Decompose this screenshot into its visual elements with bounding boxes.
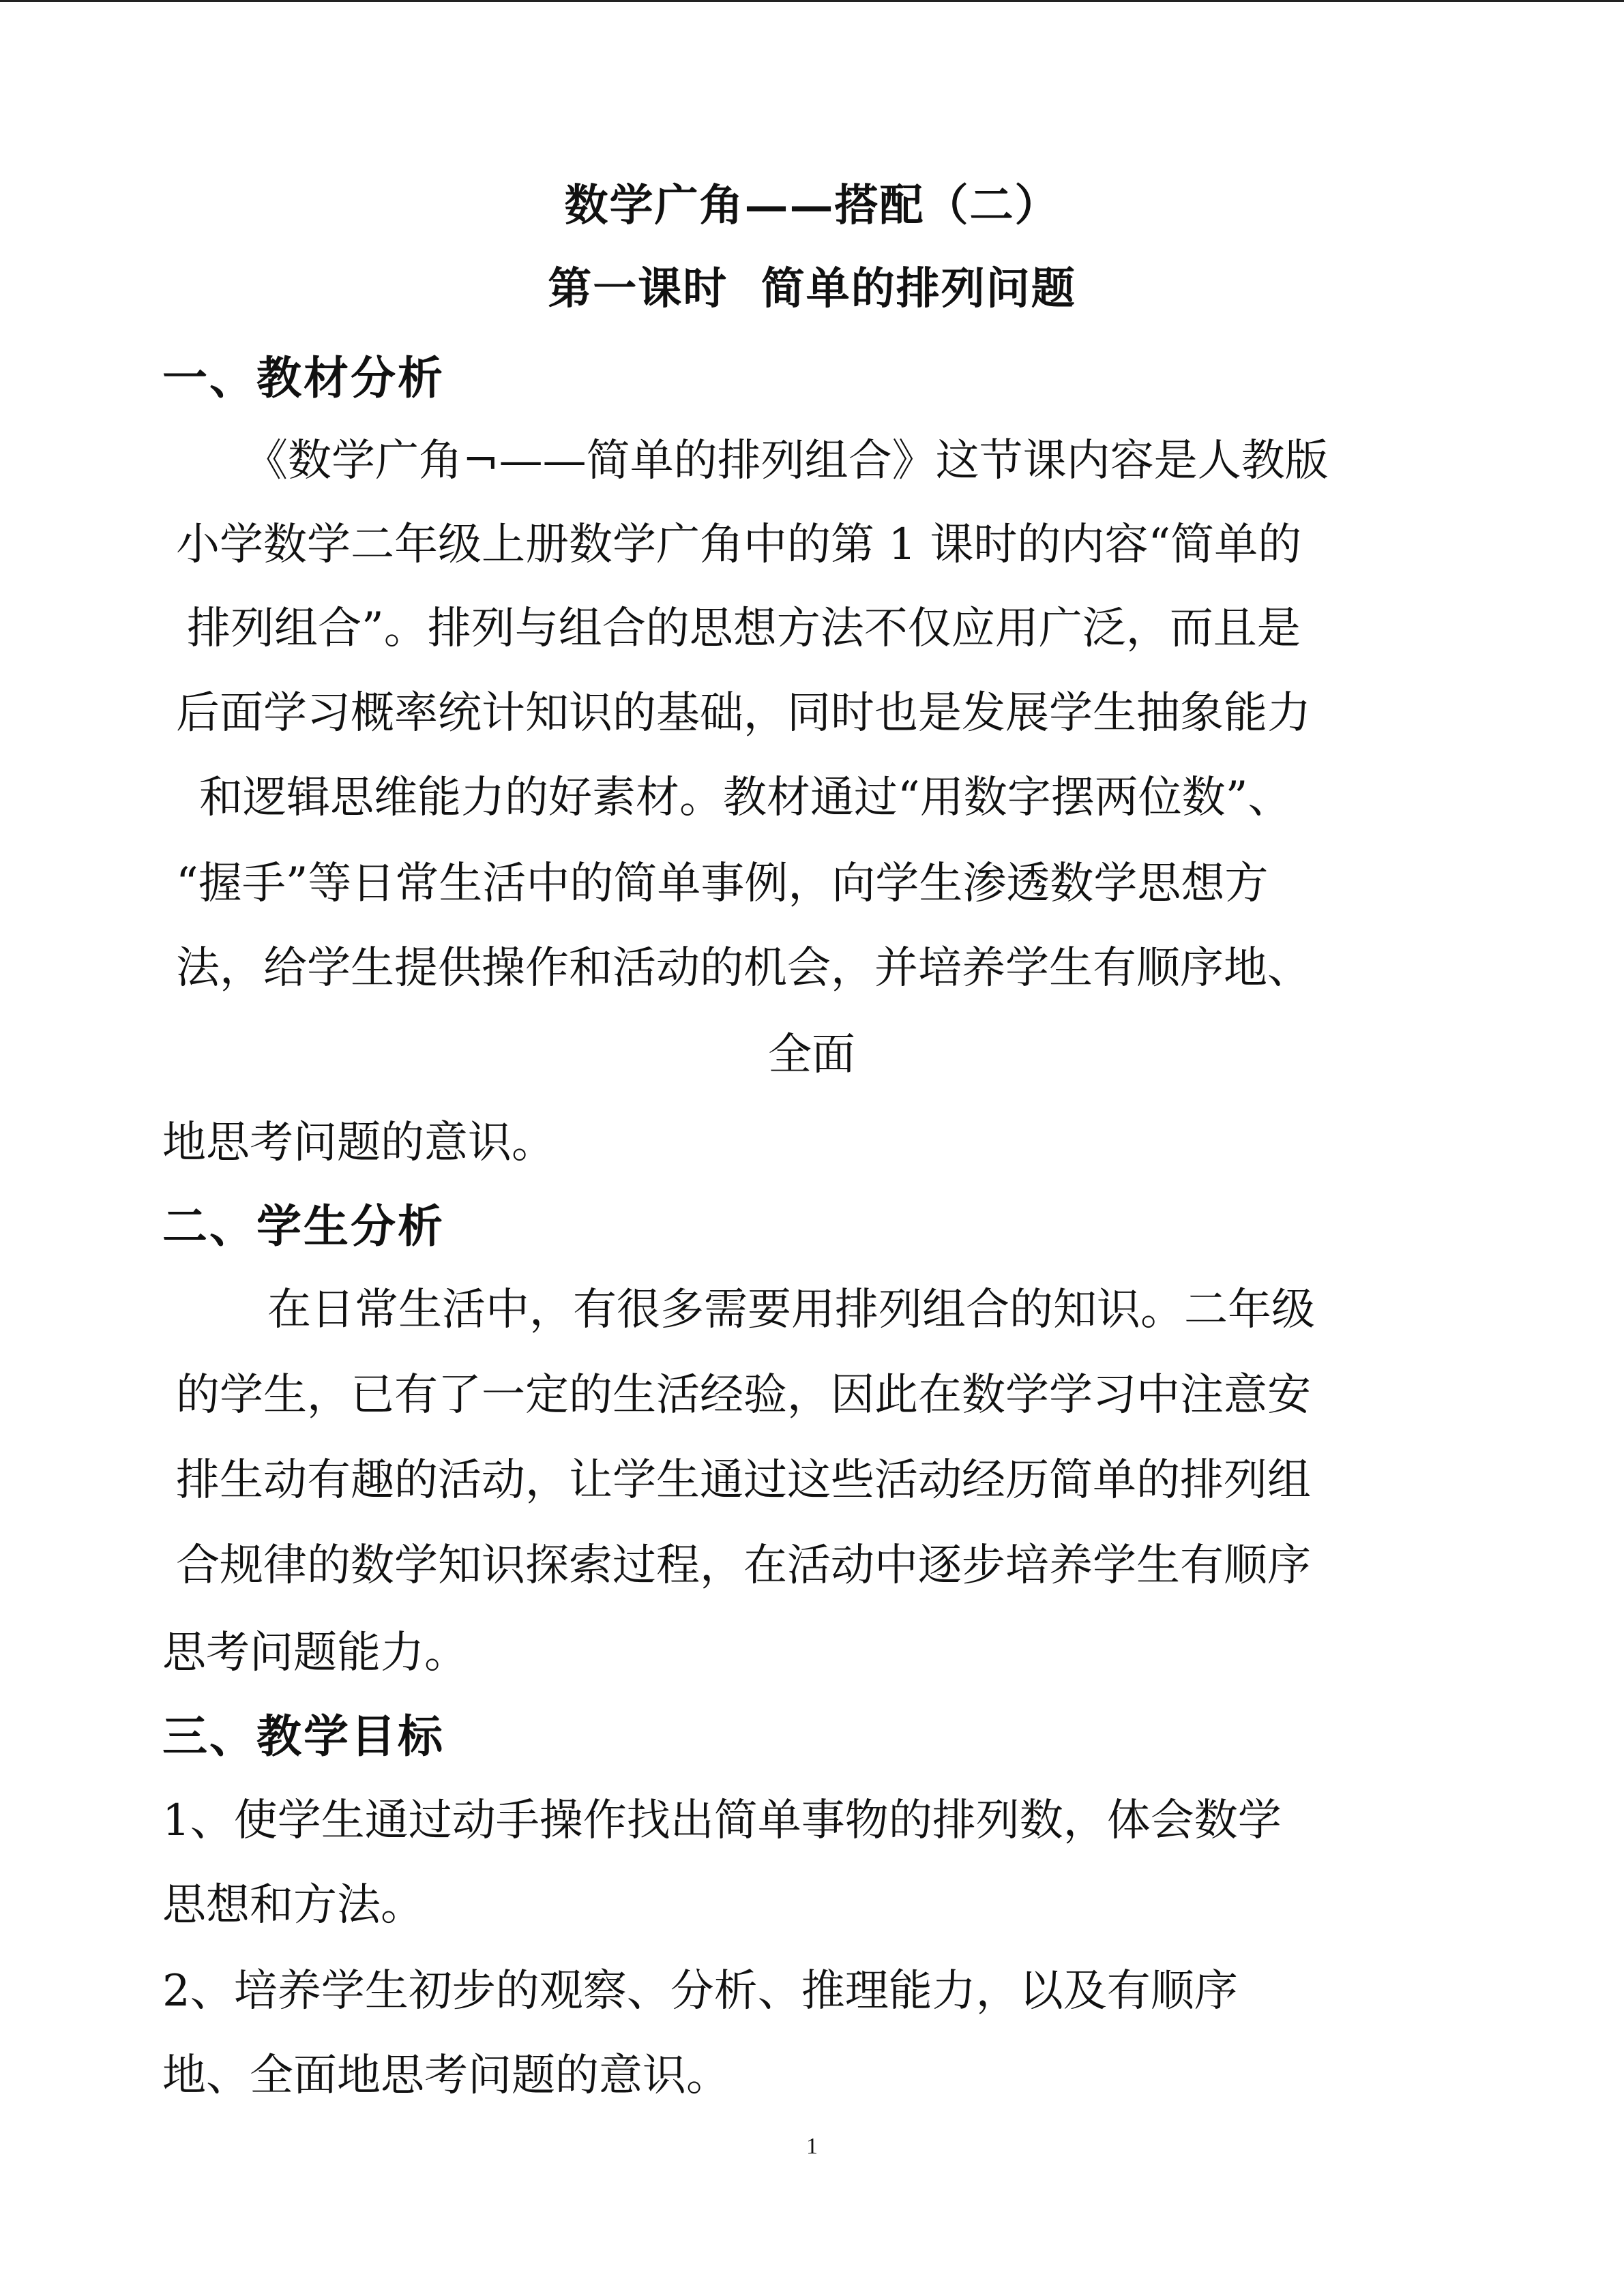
objective-line: 地、全面地思考问题的意识。 [162,2051,730,2101]
section-heading-objectives: 三、教学目标 [162,1710,445,1763]
page-number: 1 [806,2134,818,2159]
document-subtitle: 第一课时 简单的排列问题 [548,263,1076,314]
paragraph-line: 合规律的数学知识探索过程，在活动中逐步培养学生有顺序 [176,1540,1311,1591]
section-heading-students: 二、学生分析 [162,1199,445,1253]
paragraph-line: 地思考问题的意识。 [162,1118,555,1168]
objective-line: 思想和方法。 [162,1880,424,1930]
section-heading-materials: 一、教材分析 [162,351,445,404]
objective-line: 2、培养学生初步的观察、分析、推理能力，以及有顺序 [162,1966,1238,2016]
paragraph-line: 排生动有趣的活动，让学生通过这些活动经历简单的排列组 [176,1455,1311,1506]
paragraph-line: 后面学习概率统计知识的基础，同时也是发展学生抽象能力 [176,688,1311,739]
paragraph-line: 的学生，已有了一定的生活经验，因此在数学学习中注意安 [176,1370,1311,1420]
objective-line: 1、使学生通过动手操作找出简单事物的排列数，体会数学 [162,1795,1282,1846]
paragraph-line: “握手”等日常生活中的简单事例，向学生渗透数学思想方 [176,859,1269,909]
paragraph-line: 和逻辑思维能力的好素材。教材通过“用数字摆两位数”、 [199,773,1292,823]
paragraph-line: 思考问题能力。 [162,1628,468,1678]
paragraph-line: 排列组合”。排列与组合的思想方法不仅应用广泛，而且是 [187,603,1301,654]
document-title: 数学广角——搭配（二） [564,180,1060,231]
paragraph-line: 在日常生活中，有很多需要用排列组合的知识。二年级 [267,1285,1315,1335]
paragraph-line: 小学数学二年级上册数学广角中的第 1 课时的内容“简单的 [176,520,1302,570]
paragraph-line: 全面 [768,1030,855,1080]
page-top-border [0,0,1624,2]
paragraph-line: 法，给学生提供操作和活动的机会，并培养学生有顺序地、 [176,943,1311,994]
paragraph-line: 《数学广角¬——简单的排列组合》这节课内容是人教版 [244,436,1329,486]
